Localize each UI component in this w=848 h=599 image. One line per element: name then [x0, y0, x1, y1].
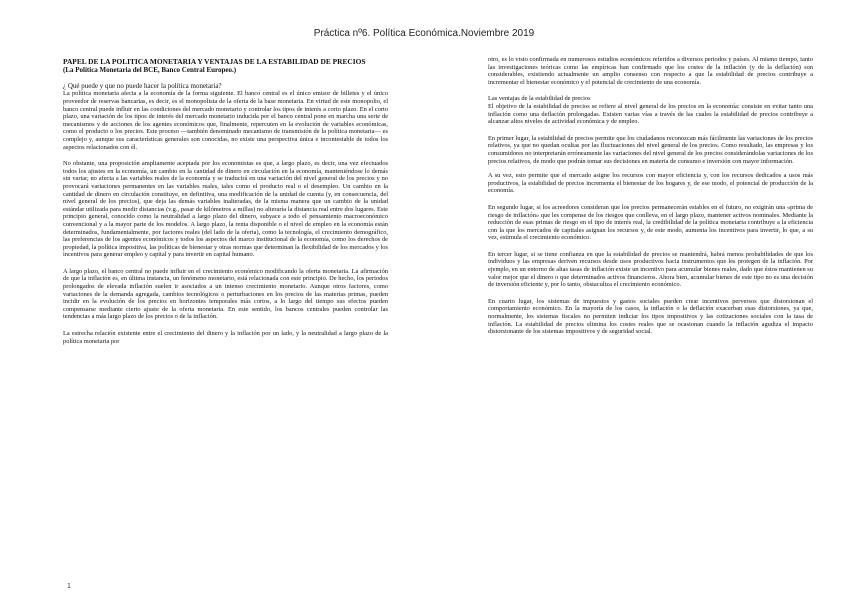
left-column: [63, 58, 388, 354]
paragraph: otro, es lo visto confirmada en numerosos estudios económicos referidos a diversos periodos y países. Al mismo tiempo, tanto las investigaciones teóricas como las empíricas han confirmado que los costes de la inflación (y de la deflación) son considerables, existiendo actualmente un amplio consenso con respecto a que la estabilidad de precios contribuye a incrementar el bienestar económico y el potencial de crecimiento de una economía.: [488, 56, 813, 86]
page-number: 1: [67, 583, 71, 590]
article-subtitle: (La Política Monetaria del BCE, Banco Central Europeo.): [63, 66, 237, 75]
paragraph: El objetivo de la estabilidad de precios se refiere al nivel general de los precios en la economía: consiste en evitar tanto una inflación como una deflación prolongadas. Existen varias vías a través de las cuales la estabilidad de precios contribuye a alcanzar altos niveles de actividad económica y de empleo.: [488, 102, 813, 126]
section-title: Las ventajas de la estabilidad de precios: [488, 95, 591, 103]
page-header: Práctica nº6. Política Económica.Noviembre 2019: [313, 28, 535, 39]
paragraph: En primer lugar, la estabilidad de precios permite que los ciudadanos reconozcan más fácilmente las variaciones de los precios relativos, ya que no quedan ocultas por las fluctuaciones del nivel general de los precios. Como resultado, las empresas y los consumidores no interpretarán erróneamente las variaciones del nivel general de los precios considerándolas variaciones de los precios relativos, de modo que podrán tomar sus decisiones en materia de consumo e inversión con mayor información.: [488, 134, 813, 165]
paragraph: En tercer lugar, si se tiene confianza en que la estabilidad de precios se mantendrá, habrá menos probabilidades de que los individuos y las empresas deriven recursos desde usos productivos hacia instrumentos que les protegen de la inflación. Por ejemplo, en un entorno de altas tasas de inflación existe un incentivo para acumular bienes reales, dado que éstos mantienen su valor mejor que el dinero o que determinados activos financieros. Ahora bien, acumular bienes de este tipo no es una decisión de inversión eficiente y, por lo tanto, obstaculiza el crecimiento económico.: [488, 250, 813, 289]
question-heading: ¿ Qué puede y que no puede hacer la política monetaria?: [63, 82, 222, 91]
right-column: [488, 56, 813, 345]
paragraph: No obstante, una proposición ampliamente aceptada por los economistas es que, a largo plazo, es decir, una vez efectuados todos los ajustes en la economía, un cambio en la cantidad de dinero en circulación en la economía, manteniéndose lo demás sin variar, no afecta a las variables reales de la economía y se traducirá en una variación del nivel general de los precios y no provocará variaciones permanentes en las variables reales, tales como el producto real o el desempleo. Un cambio en la cantidad de dinero en circulación constituye, en definitiva, una modificación de la unidad de cuenta (y, en consecuencia, del nivel general de los precios), que deja las demás variables inalteradas, de la misma manera que un cambio de la unidad estándar utilizada para medir distancias (v.g., pasar de kilómetros a millas) no alteraría la distancia real entre dos lugares. Este principio general, conocido como la neutralidad a largo plazo del dinero, subyace a todo el pensamiento macroeconómico convencional y a la mayor parte de los modelos. A largo plazo, la renta disponible o el nivel de empleo en la economía están determinados, fundamentalmente, por factores reales (del lado de la oferta), como la tecnología, el crecimiento demográfico, las preferencias de los agentes económicos y todos los aspectos del marco institucional de la economía, como los derechos de propiedad, la política impositiva, las políticas de bienestar y otras normas que determinan la flexibilidad de los mercados y los incentivos para generar empleo y capital y para invertir en capital humano.: [63, 160, 388, 259]
paragraph: A largo plazo, el banco central no puede influir en el crecimiento económico modificando la oferta monetaria. La afirmación de que la inflación es, en última instancia, un fenómeno monetario, está relacionada con este principio. De hecho, los periodos prolongados de elevada inflación suelen ir asociados a un intenso crecimiento monetario. Aunque otros factores, como variaciones de la demanda agregada, cambios tecnológicos o perturbaciones en los precios de las materias primas, pueden incidir en la evolución de los precios en horizontes temporales más cortos, a lo largo del tiempo sus efectos pueden compensarse mediante cierto ajuste de la oferta monetaria. En este sentido, los bancos centrales pueden controlar las tendencias a más largo plazo de los precios o de la inflación.: [63, 267, 388, 321]
paragraph: En cuarto lugar, los sistemas de impuestos y gastos sociales pueden crear incentivos perversos que distorsionan el comportamiento económico. En la mayoría de los casos, la inflación o la deflación exacerban esas distorsiones, ya que, normalmente, los sistemas fiscales no permiten indiciar los tipos impositivos y las cotizaciones sociales con la tasa de inflación. La estabilidad de precios elimina los costes reales que se ocasionan cuando la inflación agudiza el impacto distorsionante de los sistemas impositivos y de seguridad social.: [488, 297, 813, 336]
article-title: PAPEL DE LA POLITICA MONETARIA Y VENTAJAS DE LA ESTABILIDAD DE PRECIOS: [63, 57, 366, 66]
paragraph: En segundo lugar, si los acreedores consideran que los precios permanecerán estables en el futuro, no exigirán una «prima de riesgo de inflación» que les compense de los riesgos que conlleva, en el largo plazo, mantener activos nominales. Mediante la reducción de esas primas de riesgo en el tipo de interés real, la credibilidad de la política monetaria contribuye a la eficiencia con la que los mercados de capitales asignan los recursos y, de este modo, aumenta los incentivos para invertir, lo que, a su vez, estimula el crecimiento económico.: [488, 203, 813, 242]
paragraph: La política monetaria afecta a la economía de la forma siguiente. El banco central es el único emisor de billetes y el único proveedor de reservas bancarias, es decir, es el monopolista de la oferta de la base monetaria. En virtud de este monopolio, el banco central puede influir en las condiciones del mercado monetario y controlar los tipos de interés a corto plazo. En el corto plazo, una variación de los tipos de interés del mercado monetario inducida por el banco central pone en marcha una serie de mecanismos y de acciones de los agentes económicos que, finalmente, repercuten en la evolución de variables económicas, como el producto o los precios. Este proceso —también denominado mecanismo de transmisión de la política monetaria— es complejo y, aunque sus características generales son conocidas, no existe una perspectiva única e incontestable de todos los aspectos relacionados con él.: [63, 90, 388, 151]
paragraph: La estrecha relación existente entre el crecimiento del dinero y la inflación por un lado, y la neutralidad a largo plazo de la política monetaria por: [63, 330, 388, 345]
paragraph: A su vez, esto permite que el mercado asigne los recursos con mayor eficiencia y, con los recursos dedicados a usos más productivos, la estabilidad de precios incrementa el bienestar de los hogares y, de ese modo, el potencial de producción de la economía.: [488, 172, 813, 195]
